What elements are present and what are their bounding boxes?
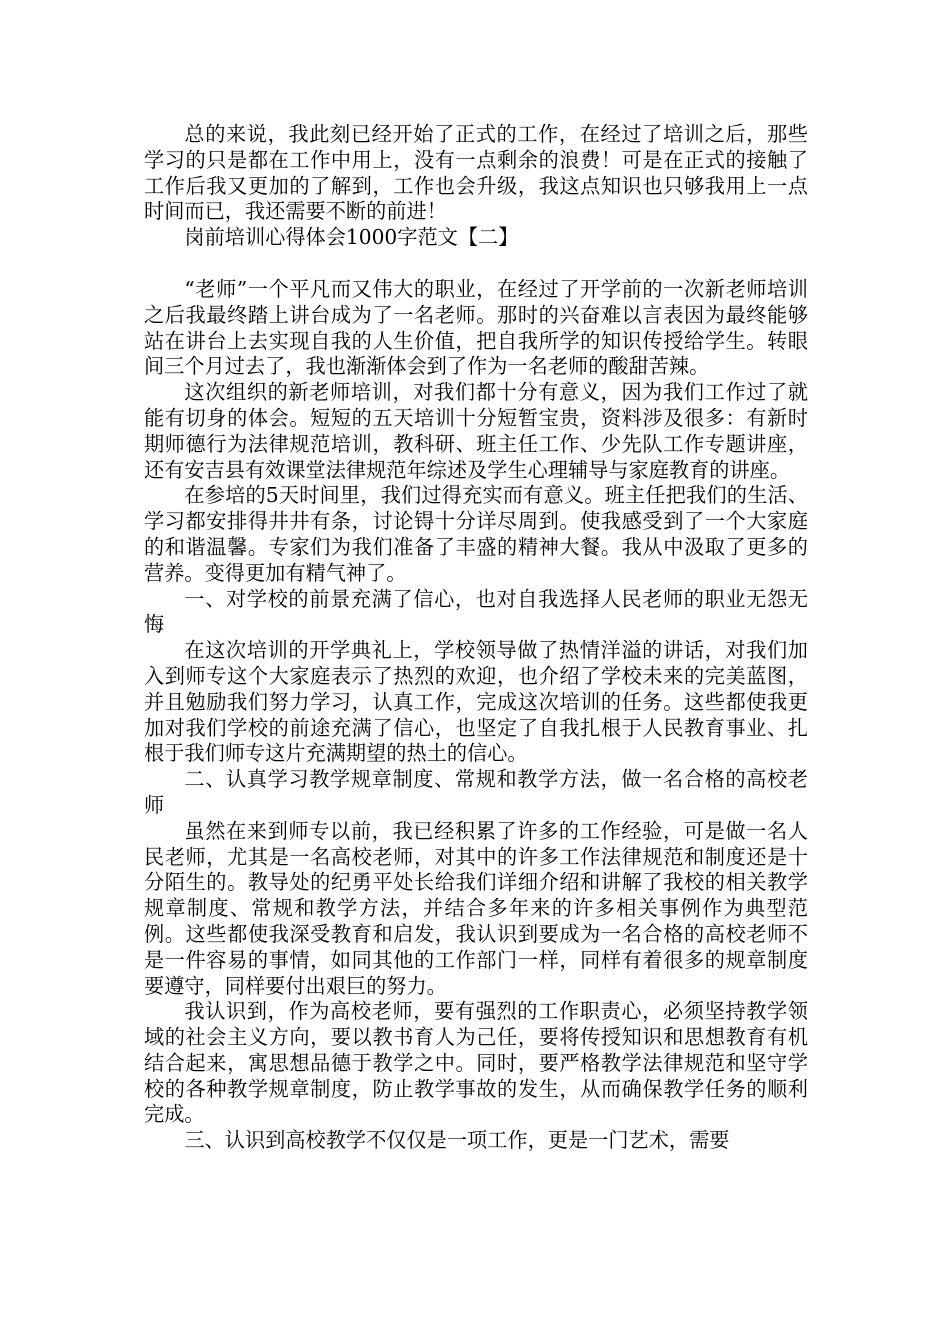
body-paragraph-2: 这次组织的新老师培训，对我们都十分有意义，因为我们工作过了就能有切身的体会。短短的五天培训十分短暂宝贵，资料涉及很多：有新时期师德行为法律规范培训，教科研、班主任工作、少先队工作专题讲座，还有安吉县有效课堂法律规范年综述及学生心理辅导与家庭教育的讲座。 [144, 380, 808, 482]
intro-paragraph: 总的来说，我此刻已经开始了正式的工作，在经过了培训之后，那些学习的只是都在工作中用上，没有一点剩余的浪费！可是在正式的接触了工作后我又更加的了解到，工作也会升级，我这点知识也只够我用上一点时间而已，我还需要不断的前进！ [144, 122, 808, 224]
subheading-2: 二、认真学习教学规章制度、常规和教学方法，做一名合格的高校老师 [144, 767, 808, 817]
body-paragraph-6: 我认识到，作为高校老师，要有强烈的工作职责心，必须坚持教学领域的社会主义方向，要以教书育人为己任，要将传授知识和思想教育有机结合起来，寓思想品德于教学之中。同时，要严格教学法律规范和坚守学校的各种教学规章制度，防止教学事故的发生，从而确保教学任务的顺利完成。 [144, 999, 808, 1127]
body-paragraph-4: 在这次培训的开学典礼上，学校领导做了热情洋溢的讲话，对我们加入到师专这个大家庭表示了热烈的欢迎，也介绍了学校未来的完美蓝图，并且勉励我们努力学习，认真工作，完成这次培训的任务。这些都使我更加对我们学校的前途充满了信心，也坚定了自我扎根于人民教育事业、扎根于我们师专这片充满期望的热土的信心。 [144, 638, 808, 766]
subheading-1: 一、对学校的前景充满了信心，也对自我选择人民老师的职业无怨无悔 [144, 586, 808, 637]
document-page [144, 122, 808, 1154]
blank-line [144, 251, 808, 277]
body-paragraph-5: 虽然在来到师专以前，我已经积累了许多的工作经验，可是做一名人民老师，尤其是一名高校老师，对其中的许多工作法律规范和制度还是十分陌生的。教导处的纪勇平处长给我们详细介绍和讲解了我校的相关教学规章制度、常规和教学方法，并结合多年来的许多相关事例作为典型范例。这些都使我深受教育和启发，我认识到要成为一名合格的高校老师不是一件容易的事情，如同其他的工作部门一样，同样有着很多的规章制度要遵守，同样要付出艰巨的努力。 [144, 818, 808, 998]
body-paragraph-1: “老师”一个平凡而又伟大的职业，在经过了开学前的一次新老师培训之后我最终踏上讲台成为了一名老师。那时的兴奋难以言表因为最终能够站在讲台上去实现自我的人生价值，把自我所学的知识传授给学生。转眼间三个月过去了，我也渐渐体会到了作为一名老师的酸甜苦辣。 [144, 276, 808, 379]
subheading-3: 三、认识到高校教学不仅仅是一项工作，更是一门艺术，需要 [184, 1128, 730, 1153]
section-title: 岗前培训心得体会1000字范文【二】 [184, 225, 519, 250]
body-paragraph-3: 在参培的5天时间里，我们过得充实而有意义。班主任把我们的生活、学习都安排得井井有条，讨论锝十分详尽周到。使我感受到了一个大家庭的和谐温馨。专家们为我们准备了丰盛的精神大餐。我从中汲取了更多的营养。变得更加有精气神了。 [144, 483, 808, 585]
